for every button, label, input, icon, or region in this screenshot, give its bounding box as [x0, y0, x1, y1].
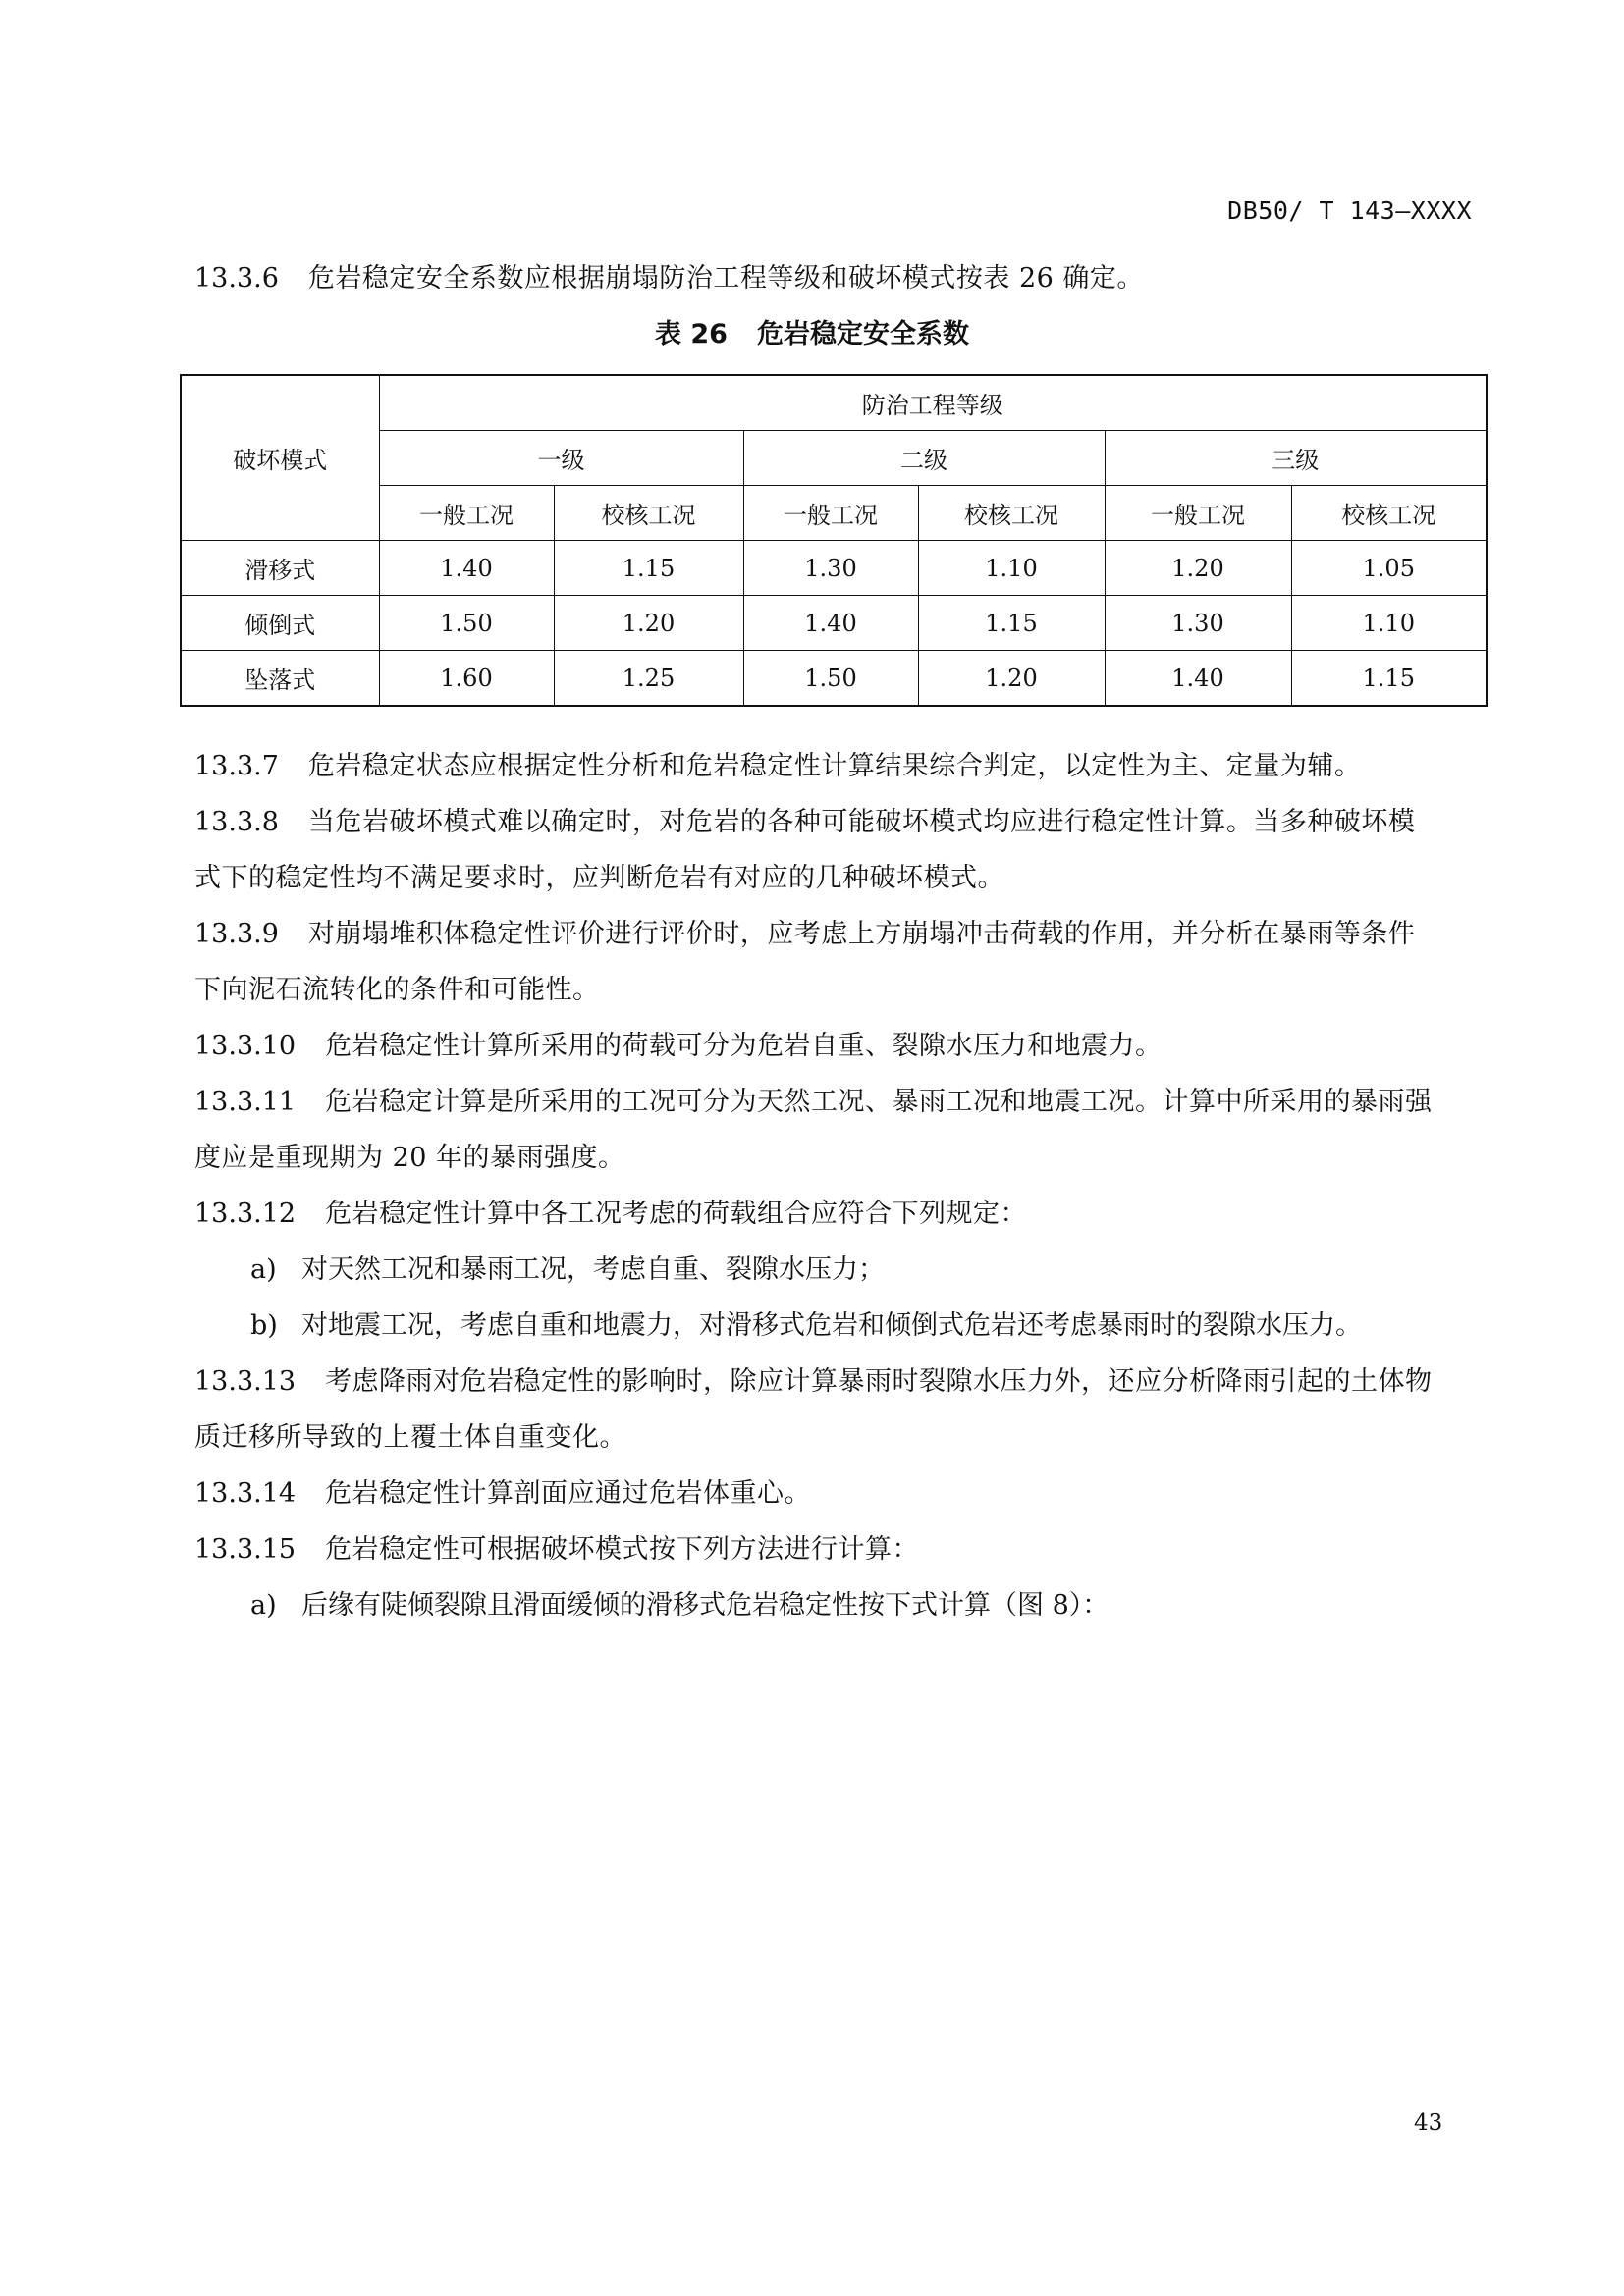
table-cell: 1.15: [1291, 651, 1487, 707]
clause-text: 危岩稳定安全系数应根据崩塌防治工程等级和破坏模式按表 26 确定。: [307, 263, 1144, 294]
clause-13-3-14: [194, 1466, 1471, 1522]
header-condition: 一般工况: [743, 486, 918, 541]
row-mode: 坠落式: [181, 651, 379, 707]
safety-factor-table: [180, 374, 1488, 707]
row-mode: 倾倒式: [181, 596, 379, 651]
table-number: 表 26: [655, 319, 728, 349]
table-caption: 危岩稳定安全系数: [756, 319, 969, 349]
header-level-2: 二级: [743, 431, 1105, 486]
header-condition: 一般工况: [1105, 486, 1291, 541]
table-cell: 1.20: [1105, 541, 1291, 596]
header-condition: 校核工况: [918, 486, 1105, 541]
table-cell: 1.20: [918, 651, 1105, 707]
clause-13-3-12-a: [250, 1242, 885, 1298]
header-level-3: 三级: [1105, 431, 1487, 486]
table-cell: 1.40: [1105, 651, 1291, 707]
table-cell: 1.30: [1105, 596, 1291, 651]
clause-number: 13.3.14: [194, 1478, 297, 1509]
clause-text: 危岩稳定性计算中各工况考虑的荷载组合应符合下列规定：: [325, 1199, 1028, 1229]
clause-text: 对崩塌堆积体稳定性评价进行评价时，应考虑上方崩塌冲击荷载的作用，并分析在暴雨等条件: [307, 919, 1416, 949]
table-cell: 1.50: [743, 651, 918, 707]
clause-13-3-15: [194, 1522, 1471, 1577]
clause-text: 危岩稳定性计算所采用的荷载可分为危岩自重、裂隙水压力和地震力。: [325, 1031, 1163, 1061]
clause-13-3-7: [194, 738, 1471, 794]
clause-number: 13.3.13: [194, 1366, 297, 1397]
list-item-text: 对天然工况和暴雨工况，考虑自重、裂隙水压力；: [301, 1255, 885, 1285]
clause-text: 考虑降雨对危岩稳定性的影响时，除应计算暴雨时裂隙水压力外，还应分析降雨引起的土体物: [325, 1366, 1433, 1397]
table-cell: 1.50: [379, 596, 554, 651]
clause-13-3-8: [194, 794, 1471, 906]
clause-13-3-15-a: [250, 1577, 1109, 1633]
clause-number: 13.3.12: [194, 1199, 297, 1229]
table-row: [181, 651, 1487, 707]
clause-13-3-13: [194, 1354, 1471, 1466]
table-cell: 1.05: [1291, 541, 1487, 596]
list-item-text: 后缘有陡倾裂隙且滑面缓倾的滑移式危岩稳定性按下式计算（图 8）：: [301, 1590, 1110, 1621]
clause-13-3-6: [194, 250, 1471, 306]
clause-13-3-9: [194, 906, 1471, 1018]
clause-text: 危岩稳定计算是所采用的工况可分为天然工况、暴雨工况和地震工况。计算中所采用的暴雨强: [325, 1087, 1433, 1117]
clause-number: 13.3.15: [194, 1534, 297, 1565]
table-cell: 1.20: [554, 596, 743, 651]
clause-text: 当危岩破坏模式难以确定时，对危岩的各种可能破坏模式均应进行稳定性计算。当多种破坏模: [307, 807, 1416, 837]
table-cell: 1.10: [1291, 596, 1487, 651]
clause-text: 危岩稳定性计算剖面应通过危岩体重心。: [325, 1478, 812, 1509]
table-row: [181, 541, 1487, 596]
clause-number: 13.3.7: [194, 751, 279, 781]
table-cell: 1.40: [743, 596, 918, 651]
list-item-text: 对地震工况，考虑自重和地震力，对滑移式危岩和倾倒式危岩还考虑暴雨时的裂隙水压力。: [301, 1310, 1362, 1341]
header-condition: 校核工况: [554, 486, 743, 541]
clause-13-3-12-b: [250, 1298, 1362, 1354]
clause-number: 13.3.8: [194, 807, 279, 837]
clause-text: 质迁移所导致的上覆土体自重变化。: [194, 1422, 626, 1453]
table-cell: 1.60: [379, 651, 554, 707]
table-row: [181, 596, 1487, 651]
header-failure-mode: 破坏模式: [181, 375, 379, 541]
header-level-1: 一级: [379, 431, 743, 486]
table-cell: 1.15: [918, 596, 1105, 651]
clause-text: 危岩稳定状态应根据定性分析和危岩稳定性计算结果综合判定，以定性为主、定量为辅。: [307, 751, 1362, 781]
header-condition: 一般工况: [379, 486, 554, 541]
table-cell: 1.15: [554, 541, 743, 596]
table-cell: 1.30: [743, 541, 918, 596]
clause-13-3-11: [194, 1074, 1471, 1186]
list-marker: b): [250, 1310, 278, 1341]
table-cell: 1.40: [379, 541, 554, 596]
clause-text: 度应是重现期为 20 年的暴雨强度。: [194, 1143, 625, 1173]
list-marker: a): [250, 1590, 277, 1621]
clause-number: 13.3.11: [194, 1087, 297, 1117]
clause-13-3-10: [194, 1018, 1471, 1074]
clause-number: 13.3.6: [194, 263, 279, 294]
clause-13-3-12: [194, 1186, 1471, 1242]
header-condition: 校核工况: [1291, 486, 1487, 541]
table-cell: 1.25: [554, 651, 743, 707]
header-protection-grade: 防治工程等级: [379, 375, 1487, 431]
document-code: DB50/ T 143—XXXX: [1227, 196, 1472, 225]
clause-number: 13.3.9: [194, 919, 279, 949]
page-number: 43: [1414, 2110, 1443, 2136]
clause-number: 13.3.10: [194, 1031, 297, 1061]
clause-text: 危岩稳定性可根据破坏模式按下列方法进行计算：: [325, 1534, 920, 1565]
row-mode: 滑移式: [181, 541, 379, 596]
list-marker: a): [250, 1255, 277, 1285]
clause-text: 下向泥石流转化的条件和可能性。: [194, 975, 600, 1005]
table-title: [0, 312, 1624, 350]
clause-text: 式下的稳定性均不满足要求时，应判断危岩有对应的几种破坏模式。: [194, 863, 1004, 893]
table-cell: 1.10: [918, 541, 1105, 596]
